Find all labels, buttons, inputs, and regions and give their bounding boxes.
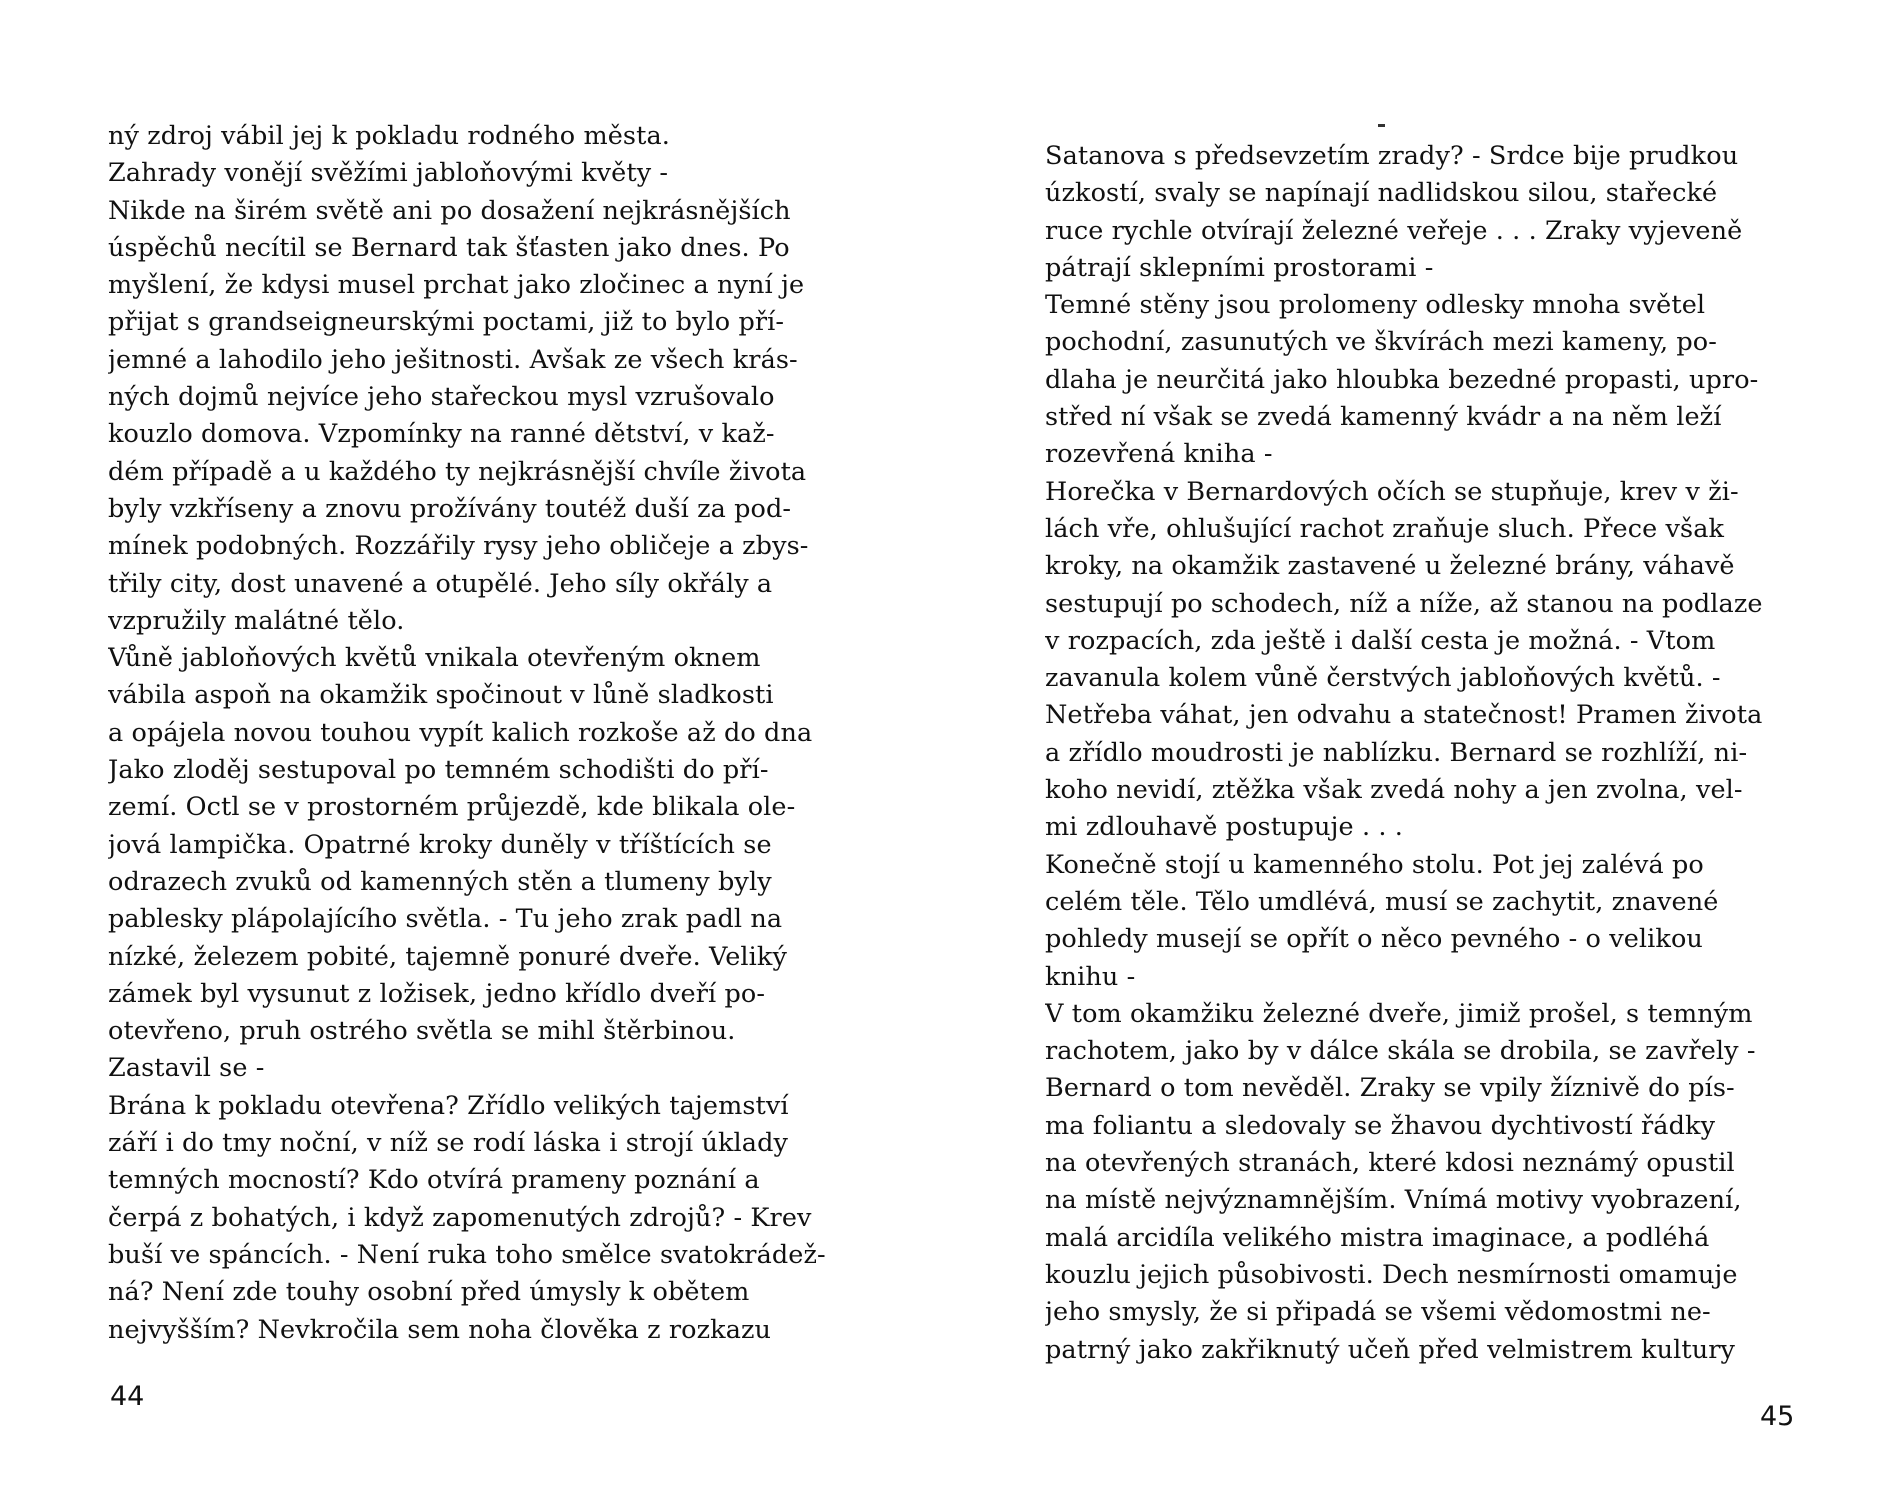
text-line: dlaha je neurčitá jako hloubka bezedné propasti, upro- [1045,364,1759,395]
text-line: Brána k pokladu otevřena? Zřídlo velikých tajemství [108,1090,789,1121]
text-line: mínek podobných. Rozzářily rysy jeho obličeje a zbys- [108,531,809,562]
text-line: lách vře, ohlušující rachot zraňuje sluch. Přece však [1045,513,1725,544]
text-line: Horečka v Bernardových očích se stupňuje, krev v ži- [1045,476,1739,507]
text-line: Netřeba váhat, jen odvahu a statečnost! Pramen života [1045,700,1763,731]
text-line: úzkostí, svaly se napínají nadlidskou silou, stařecké [1045,178,1718,209]
text-line: ný zdroj vábil jej k pokladu rodného města. [108,121,670,151]
text-line: vábila aspoň na okamžik spočinout v lůně sladkosti [108,680,774,711]
text-line: Zahrady vonějí svěžími jabloňovými květy - [108,158,669,189]
text-line: zámek byl vysunut z ložisek, jedno křídlo dveří po- [108,978,766,1009]
text-line: temných mocností? Kdo otvírá prameny poznání a [108,1165,760,1196]
text-line: koho nevidí, ztěžka však zvedá nohy a jen zvolna, vel- [1045,775,1743,806]
text-line: pochodní, zasunutých ve škvírách mezi kameny, po- [1045,327,1717,358]
text-line: pátrají sklepními prostorami - [1045,252,1434,283]
text-line: ma foliantu a sledovaly se žhavou dychtivostí řádky [1045,1110,1716,1141]
text-line: Jako zloděj sestupoval po temném schodišti do pří- [108,755,769,786]
text-line: Vůně jabloňových květů vnikala otevřeným oknem [108,643,761,674]
text-line: přijat s grandseigneurskými poctami, již to bylo pří- [108,307,785,338]
text-line: pablesky plápolajícího světla. - Tu jeho zrak padl na [108,904,783,935]
text-line: otevřeno, pruh ostrého světla se mihl štěrbinou. [108,1016,736,1047]
text-line: střed ní však se zvedá kamenný kvádr a na něm leží [1045,402,1722,433]
text-line: na otevřených stranách, které kdosi neznámý opustil [1045,1148,1735,1179]
text-line: třily city, dost unavené a otupělé. Jeho síly okřály a [108,568,773,599]
text-line: kouzlo domova. Vzpomínky na ranné dětství, v kaž- [108,419,775,450]
text-line: V tom okamžiku železné dveře, jimiž prošel, s temným [1045,998,1753,1029]
text-line: pohledy musejí se opřít o něco pevného - o velikou [1045,924,1703,955]
text-line: kroky, na okamžik zastavené u železné brány, váhavě [1045,551,1735,582]
text-line: Bernard o tom nevěděl. Zraky se vpily žíznivě do pís- [1045,1073,1735,1104]
text-line: září i do tmy noční, v níž se rodí láska i strojí úklady [108,1128,789,1159]
text-line: nízké, železem pobité, tajemně ponuré dveře. Veliký [108,941,787,972]
text-line: buší ve spáncích. - Není ruka toho smělce svatokrádež- [108,1239,826,1270]
text-line: jeho smysly, že si připadá se všemi vědomostmi ne- [1045,1297,1711,1328]
text-line: čerpá z bohatých, i když zapomenutých zdrojů? - Krev [108,1202,812,1233]
text-line: ruce rychle otvírají železné veřeje . . . Zraky vyjeveně [1045,215,1743,246]
text-line: byly vzkříseny a znovu prožívány toutéž duší za pod- [108,493,792,524]
text-line: rachotem, jako by v dálce skála se drobila, se zavřely - [1045,1036,1756,1067]
text-line: ná? Není zde touhy osobní před úmysly k obětem [108,1277,750,1308]
text-line: nejvyšším? Nevkročila sem noha člověka z rozkazu [108,1314,772,1345]
text-line: patrný jako zakřiknutý učeň před velmistrem kultury [1045,1334,1736,1365]
text-line: knihu - [1045,961,1136,992]
text-line: vzpružily malátné tělo. [108,605,405,636]
text-line: kouzlu jejich působivosti. Dech nesmírnosti omamuje [1045,1259,1738,1290]
text-line: zemí. Octl se v prostorném průjezdě, kde blikala ole- [108,792,796,823]
text-line: Satanova s předsevzetím zrady? - Srdce bije prudkou [1045,141,1739,171]
print-speck [1378,124,1385,127]
text-line: úspěchů necítil se Bernard tak šťasten jako dnes. Po [108,232,790,263]
left-page-text [108,118,864,1349]
text-line: Temné stěny jsou prolomeny odlesky mnoha světel [1045,290,1706,321]
text-line: Nikde na širém světě ani po dosažení nejkrásnějších [108,195,791,226]
text-line: jemné a lahodilo jeho ješitnosti. Avšak ze všech krás- [108,344,798,375]
text-line: sestupují po schodech, níž a níže, až stanou na podlaze [1045,588,1763,619]
page-number: 44 [110,1381,145,1412]
text-line: dém případě a u každého ty nejkrásnější chvíle života [108,456,807,487]
text-line: odrazech zvuků od kamenných stěn a tlumeny byly [108,866,772,897]
text-line: a opájela novou touhou vypít kalich rozkoše až do dna [108,717,813,748]
text-line: mi zdlouhavě postupuje . . . [1045,812,1403,843]
text-line: ných dojmů nejvíce jeho stařeckou mysl vzrušovalo [108,382,775,413]
text-line: rozevřená kniha - [1045,439,1273,470]
text-line: Konečně stojí u kamenného stolu. Pot jej zalévá po [1045,849,1704,880]
page-number: 45 [1760,1401,1795,1432]
text-line: malá arcidíla velikého mistra imaginace, a podléhá [1045,1222,1710,1253]
right-page [948,0,1896,1500]
right-page-text [1045,138,1807,1369]
text-line: myšlení, že kdysi musel prchat jako zločinec a nyní je [108,270,805,301]
text-line: na místě nejvýznamnějším. Vnímá motivy vyobrazení, [1045,1185,1742,1216]
text-line: jová lampička. Opatrné kroky duněly v tříštících se [108,829,772,860]
text-line: celém těle. Tělo umdlévá, musí se zachytit, znavené [1045,886,1719,917]
text-line: v rozpacích, zda ještě i další cesta je možná. - Vtom [1045,625,1716,656]
text-line: zavanula kolem vůně čerstvých jabloňových květů. - [1045,663,1721,694]
text-line: a zřídlo moudrosti je nablízku. Bernard se rozhlíží, ni- [1045,737,1748,768]
text-line: Zastavil se - [108,1053,265,1084]
